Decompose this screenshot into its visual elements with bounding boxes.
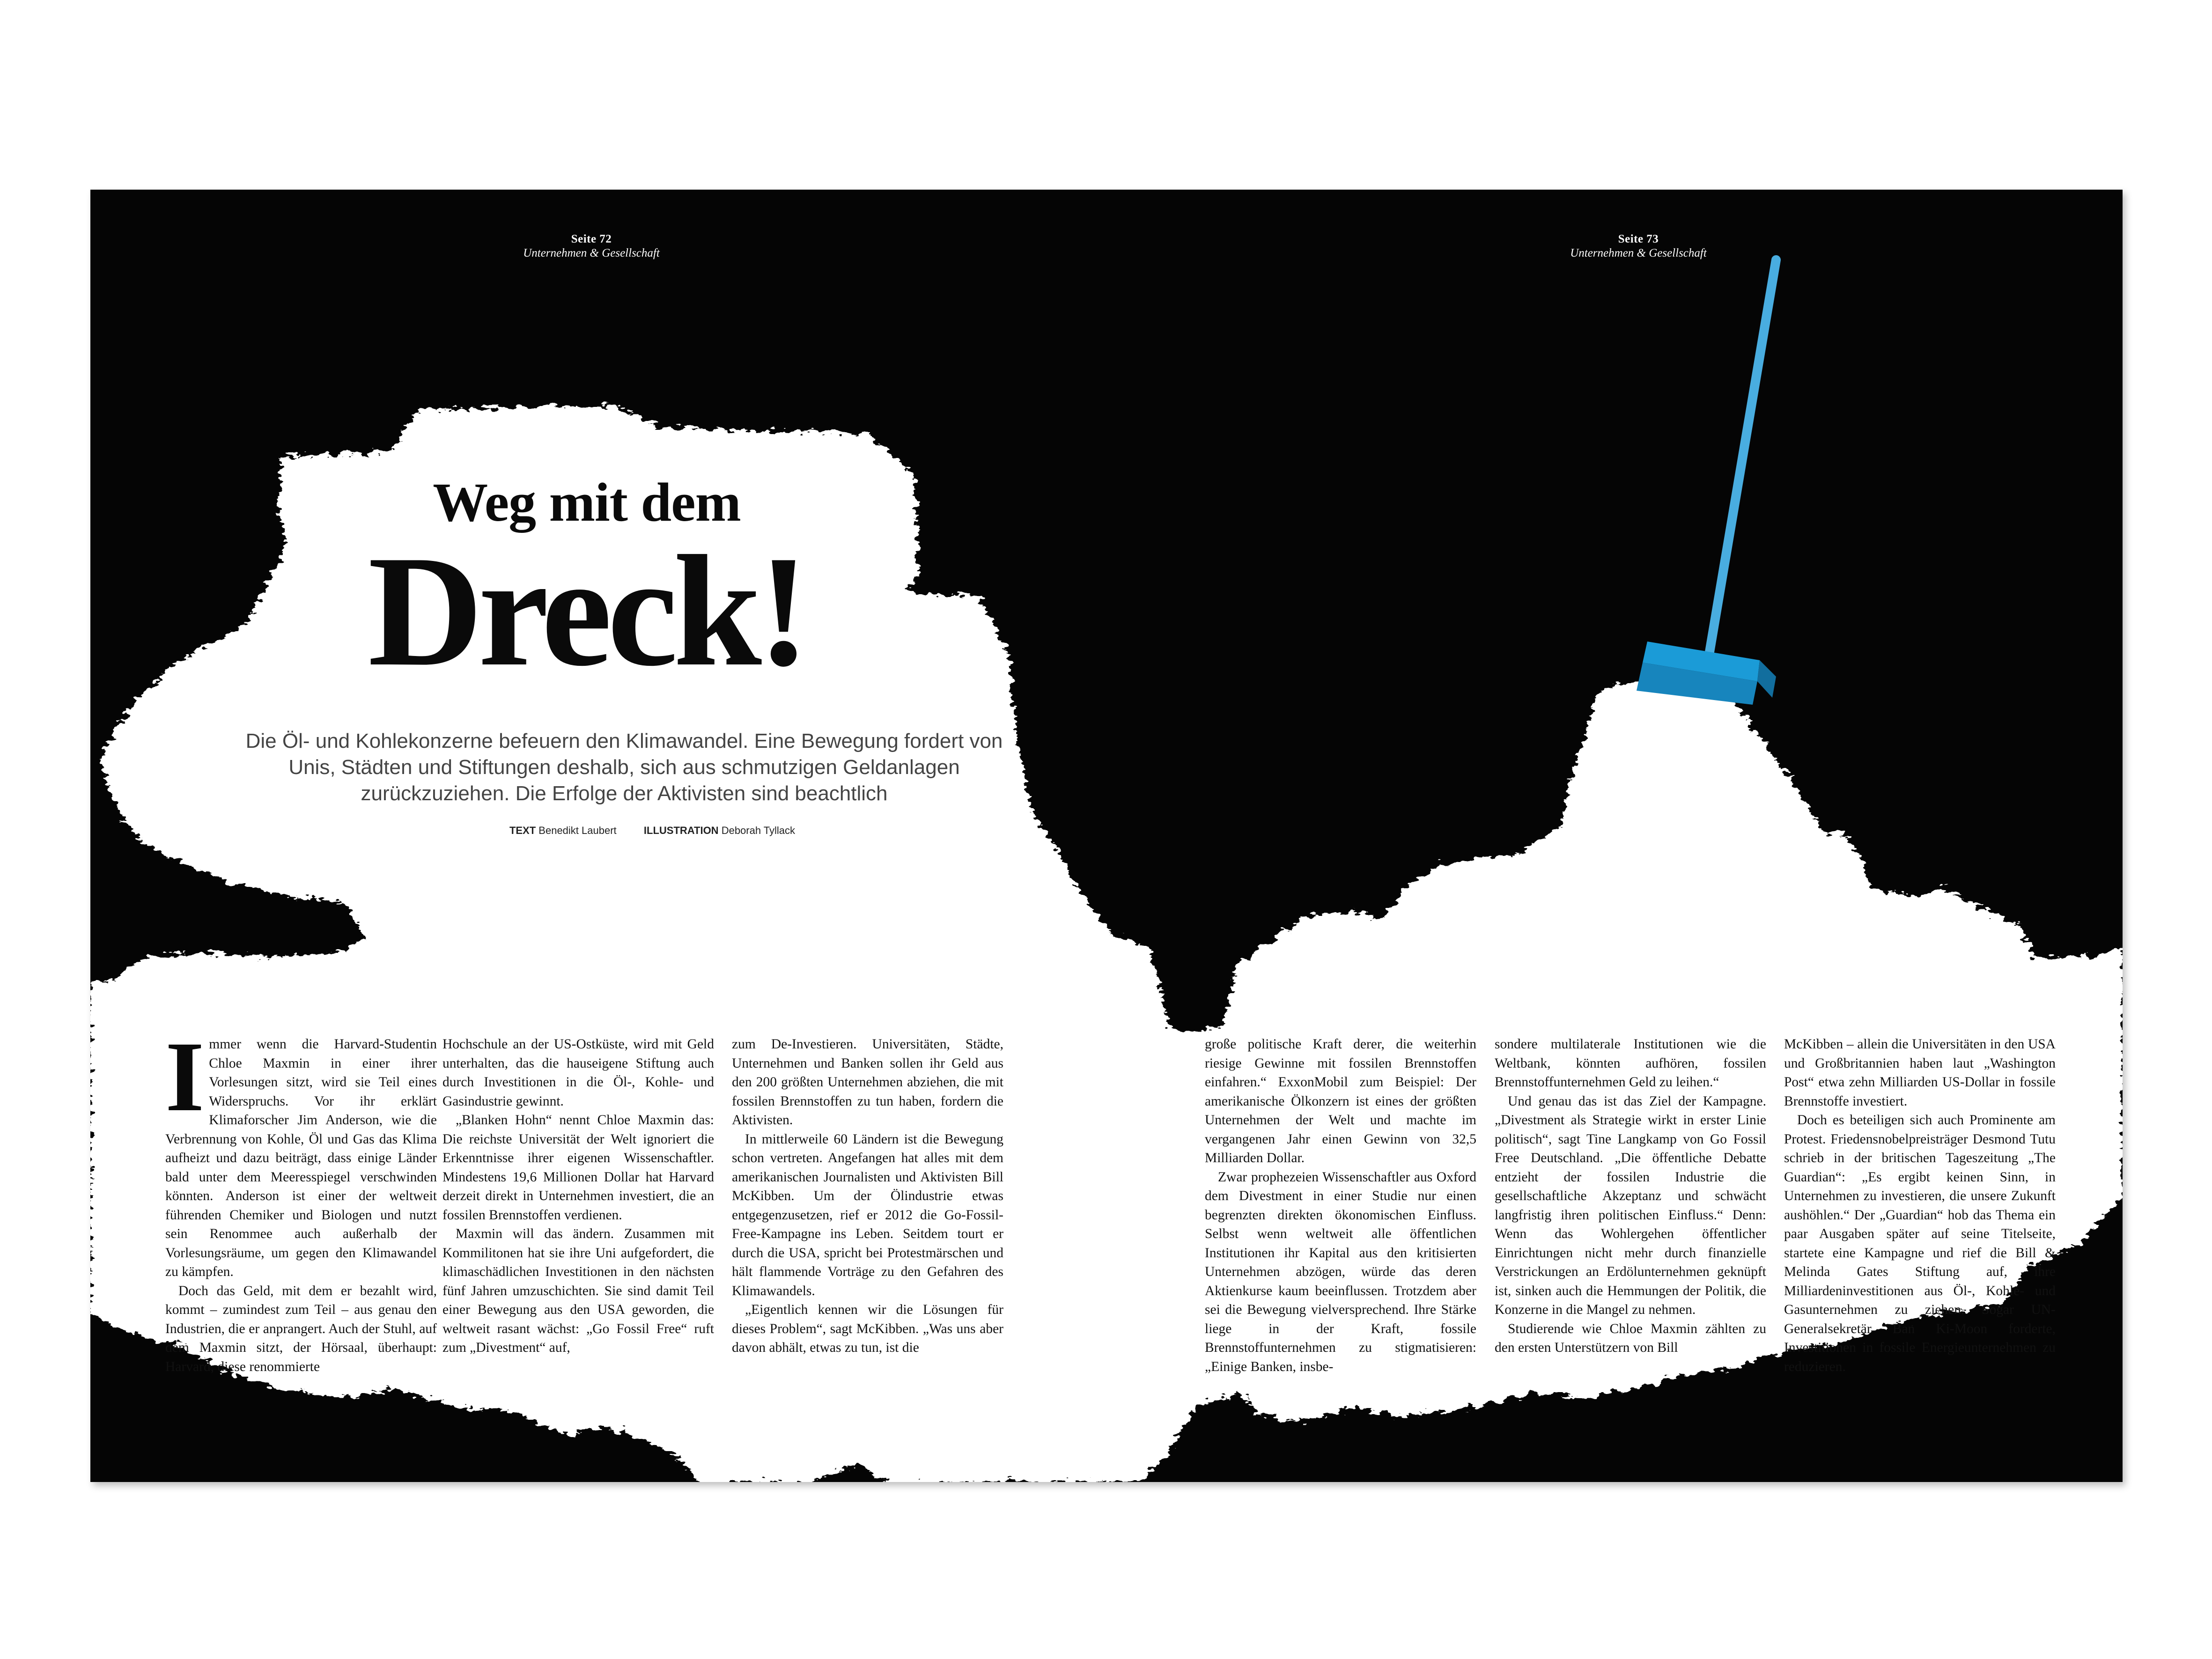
article-paragraph: Hochschule an der US-Ostküste, wird mit Geld unterhalten, das die hauseigene Stiftung auch durch Investitionen in die Öl-, Kohle- und Gasindustrie gewinnt. xyxy=(442,1037,714,1109)
folio-left xyxy=(451,233,732,260)
illustration-credit-label: ILLUSTRATION xyxy=(643,825,719,836)
article-column-2 xyxy=(442,1035,714,1357)
article-column-4 xyxy=(1205,1035,1476,1376)
article-paragraph: große politische Kraft derer, die weiterhin riesige Gewinne mit fossilen Brennstoffen einfahren.“ ExxonMobil zum Beispiel: Der amerikanische Ölkonzern ist eines der größten Unternehmen der Welt und machte im vergangenen Jahr einen Gewinn von 32,5 Milliarden Dollar. xyxy=(1205,1037,1476,1165)
article-paragraph: Zwar prophezeien Wissenschaftler aus Oxford dem Divestment in einer Studie nur einen begrenzten direkten ökonomischen Einfluss. Selbst wenn weltweit alle öffentlichen Institutionen ihr Kapital aus den kritisierten Unternehmen abzögen, würde das deren Aktienkurse kaum beeinflussen. Trotzdem aber sei die Bewegung vielversprechend. Ihre Stärke liege in der Kraft, fossile Brennstoffunternehmen zu stigmatisieren: „Einige Banken, insbe- xyxy=(1205,1169,1476,1374)
article-paragraph: Und genau das ist das Ziel der Kampagne. „Divestment als Strategie wirkt in erster Linie politisch“, sagt Tine Langkamp von Go Fossil Free Deutschland. „Die öffentliche Debatte entzieht der fossilen Industrie die gesellschaftliche Akzeptanz und schwächt langfristig ihren politischen Einfluss.“ Denn: Wenn das Wohlergehen öffentlicher Einrichtungen nicht mehr durch finanzielle Verstrickungen an Erdölunternehmen geknüpft ist, sinken auch die Hemmungen der Politik, die Konzerne in die Mangel zu nehmen. xyxy=(1495,1093,1766,1317)
article-column-5 xyxy=(1495,1035,1766,1357)
article-paragraph: „Eigentlich kennen wir die Lösungen für dieses Problem“, sagt McKibben. „Was uns aber davon abhält, etwas zu tun, ist die xyxy=(732,1302,1003,1355)
article-paragraph: zum De-Investieren. Universitäten, Städte, Unternehmen und Banken sollen ihr Geld aus den 200 größten Unternehmen abziehen, die mit fossilen Brennstoffen zu tun haben, fordern die Aktivisten. xyxy=(732,1037,1003,1128)
section-name: Unternehmen & Gesellschaft xyxy=(1570,247,1707,259)
article-paragraph: McKibben – allein die Universitäten in den USA und Großbritannien haben laut „Washington Post“ etwa zehn Milliarden US-Dollar in fossile Brennstoffe investiert. xyxy=(1784,1037,2056,1109)
headline-kicker: Weg mit dem xyxy=(433,472,741,533)
article-paragraph: sondere multilaterale Institutionen wie die Weltbank, könnten aufhören, fossilen Brennstoffunternehmen Geld zu leihen.“ xyxy=(1495,1037,1766,1090)
page-number: Seite 73 xyxy=(1618,233,1659,245)
article-paragraph: Studierende wie Chloe Maxmin zählten zu den ersten Unterstützern von Bill xyxy=(1495,1321,1766,1355)
folio-right xyxy=(1498,233,1779,260)
article-column-3 xyxy=(732,1035,1003,1357)
article-paragraph: Doch das Geld, mit dem er bezahlt wird, kommt – zumindest zum Teil – aus genau den Industrien, die er anprangert. Auch der Stuhl, auf dem Maxmin sitzt, der Hörsaal, überhaupt: Harvard, diese renommierte xyxy=(165,1283,437,1374)
text-credit-label: TEXT xyxy=(509,825,536,836)
article-column-1 xyxy=(165,1021,437,1376)
text-credit-author: Benedikt Laubert xyxy=(538,825,617,836)
article-paragraph: Maxmin will das ändern. Zusammen mit Kommilitonen hat sie ihre Uni aufgefordert, die klimaschädlichen Investitionen in den nächsten fünf Jahren umzuschichten. Sie sind damit Teil einer Bewegung aus den USA geworden, die weltweit rasant wächst: „Go Fossil Free“ ruft zum „Divestment“ auf, xyxy=(442,1226,714,1355)
article-column-6 xyxy=(1784,1035,2056,1376)
article-paragraph: „Blanken Hohn“ nennt Chloe Maxmin das: Die reichste Universität der Welt ignoriert die Erkenntnisse ihrer eigenen Wissenschaftler. Mindestens 19,6 Millionen Dollar hat Harvard derzeit direkt in Unternehmen investiert, die an fossilen Brennstoffen verdienen. xyxy=(442,1113,714,1223)
illustration-credit-author: Deborah Tyllack xyxy=(721,825,796,836)
article-paragraph: mmer wenn die Harvard-Studentin Chloe Maxmin in einer ihrer Vorlesungen sitzt, wird sie Teil eines Widerspruchs. Vor ihr erklärt Klimaforscher Jim Anderson, wie die Verbrennung von Kohle, Öl und Gas das Klima aufheizt und dazu beiträgt, dass einige Länder bald unter dem Meeresspiegel verschwinden könnten. Anderson ist einer der weltweit führenden Chemiker und Biologen und nutzt sein Renommee auch außerhalb der Vorlesungsräume, um gegen den Klimawandel zu kämpfen. xyxy=(165,1037,437,1279)
byline xyxy=(324,825,980,837)
standfirst: Die Öl- und Kohlekonzerne befeuern den Klimawandel. Eine Bewegung fordert von Unis, Städten und Stiftungen deshalb, sich aus schmutzigen Geldanlagen zurückzuziehen. Die Erfolge der Aktivisten sind beachtlich xyxy=(245,730,1003,805)
broom-icon xyxy=(1637,260,1776,705)
page-number: Seite 72 xyxy=(571,233,612,245)
magazine-spread xyxy=(90,190,2123,1482)
drop-cap: I xyxy=(165,1021,205,1132)
article-paragraph: In mittlerweile 60 Ländern ist die Bewegung schon vertreten. Angefangen hat alles mit dem amerikanischen Journalisten und Aktivisten Bill McKibben. Um der Ölindustrie etwas entgegenzusetzen, rief er 2012 die Go-Fossil-Free-Kampagne ins Leben. Seitdem tourt er durch die USA, spricht bei Protestmärschen und hält flammende Vorträge zu den Gefahren des Klimawandels. xyxy=(732,1131,1003,1298)
article-paragraph: Doch es beteiligen sich auch Prominente am Protest. Friedensnobelpreisträger Desmond Tutu schrieb in der britischen Tageszeitung „The Guardian“: „Es ergibt keinen Sinn, in Unternehmen zu investieren, die unsere Zukunft aushöhlen.“ Der „Guardian“ hob das Thema ein paar Ausgaben später auf seine Titelseite, startete eine Kampagne und rief die Bill & Melinda Gates Stiftung auf, ihre Milliardeninvestitionen aus Öl-, Kohle- und Gasunternehmen zu ziehen. Sogar UN-Generalsekretär Ban Ki-Moon forderte, Investitionen in fossile Energieunternehmen zu reduzieren. xyxy=(1784,1113,2056,1374)
headline-main: Dreck! xyxy=(368,523,806,699)
section-name: Unternehmen & Gesellschaft xyxy=(523,247,660,259)
